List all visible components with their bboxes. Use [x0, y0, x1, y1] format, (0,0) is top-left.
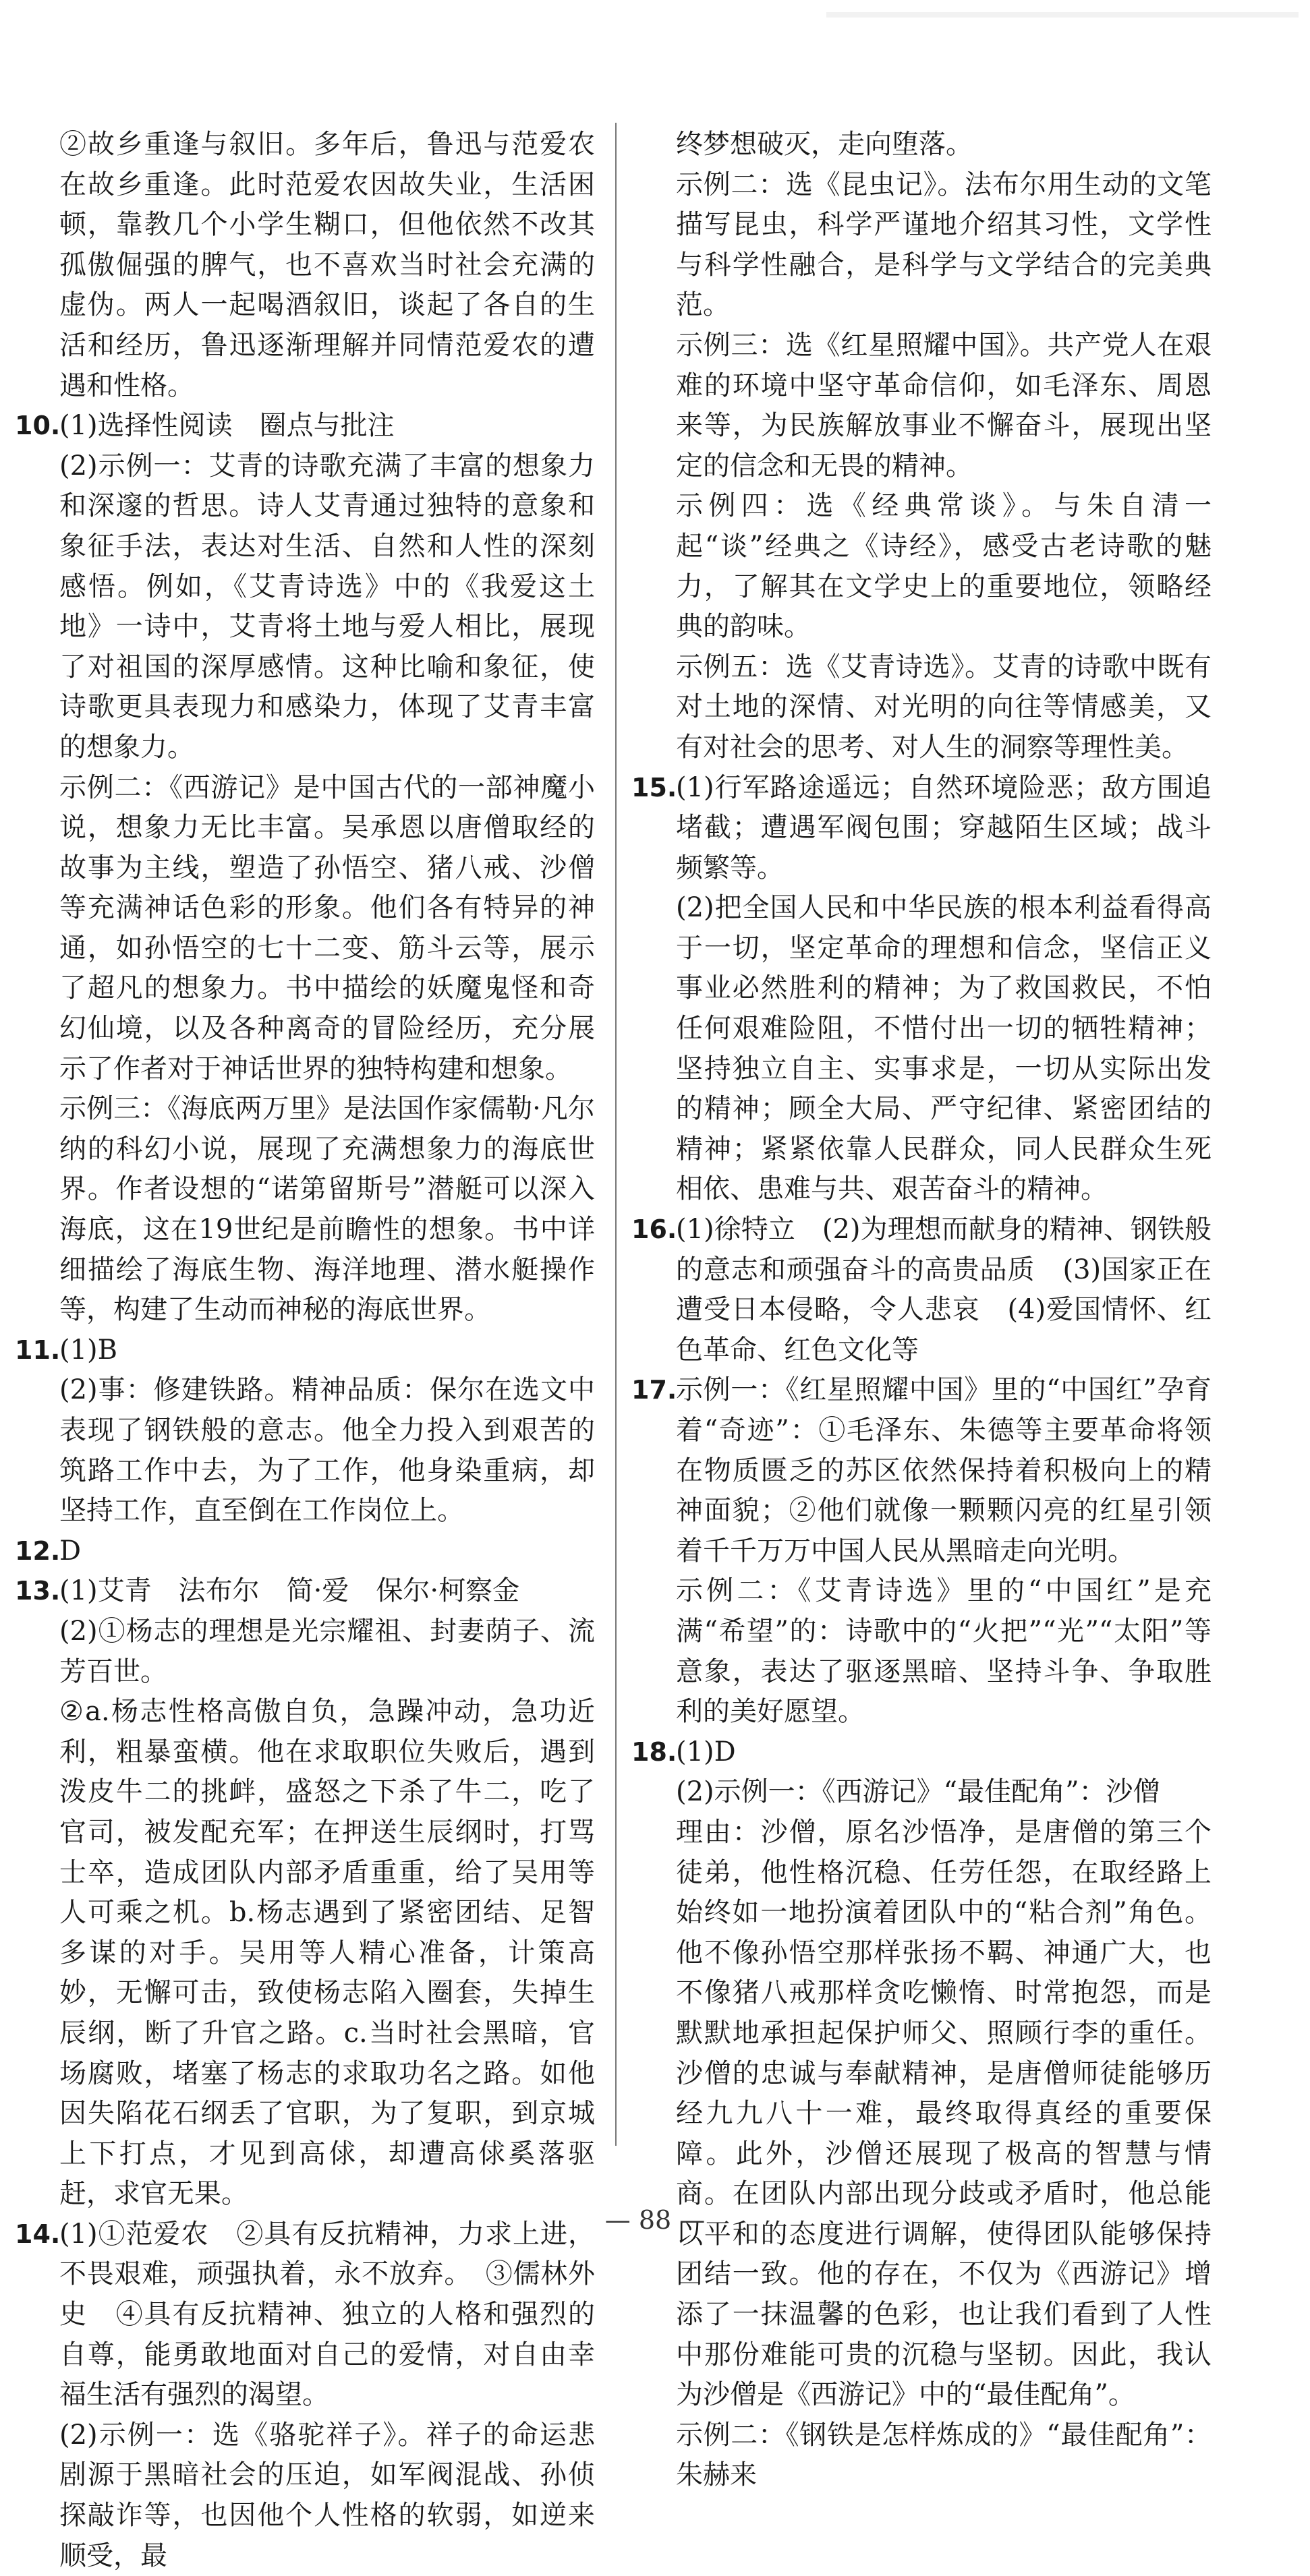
- answer-paragraph: (1)选择性阅读 圈点与批注: [59, 410, 395, 442]
- answer-paragraph: (1)行军路途遥远；自然环境险恶；敌方围追堵截；遭遇军阀包围；穿越陌生区域；战斗频繁等。: [676, 771, 1212, 883]
- question-number: 16.: [631, 1214, 677, 1245]
- question-number: 10.: [15, 411, 61, 441]
- answer-item-15: [631, 768, 1212, 1210]
- question-number: 15.: [631, 772, 677, 802]
- page-number: — 88 —: [604, 2205, 706, 2235]
- answer-item-11: [15, 1330, 595, 1531]
- answer-paragraph: 示例二：《艾青诗选》里的“中国红”是充满“希望”的：诗歌中的“火把”“光”“太阳”等意象，表达了驱逐黑暗、坚持斗争、争取胜利的美好愿望。: [676, 1575, 1212, 1728]
- lead-paragraph: 示例五：选《艾青诗选》。艾青的诗歌中既有对土地的深情、对光明的向往等情感美，又有对社会的思考、对人生的洞察等理性美。: [676, 651, 1212, 763]
- lead-paragraph: 终梦想破灭，走向堕落。: [676, 129, 973, 160]
- lead-paragraph: 示例四：选《经典常谈》。与朱自清一起“谈”经典之《诗经》，感受古老诗歌的魅力，了解其在文学史上的重要地位，领略经典的韵味。: [676, 490, 1212, 643]
- scan-edge-mark: [826, 12, 1299, 18]
- answer-paragraph: (2)把全国人民和中华民族的根本利益看得高于一切，坚定革命的理想和信念，坚信正义事业必然胜利的精神；为了救国救民，不怕任何艰难险阻，不惜付出一切的牺牲精神；坚持独立自主、实事求是，一切从实际出发的精神；顾全大局、严守纪律、紧密团结的精神；紧紧依靠人民群众，同人民群众生死相依、患难与共、艰苦奋斗的精神。: [676, 892, 1212, 1205]
- answer-paragraph: 示例一：《红星照耀中国》里的“中国红”孕育着“奇迹”：①毛泽东、朱德等主要革命将领在物质匮乏的苏区依然保持着积极向上的精神面貌；②他们就像一颗颗闪亮的红星引领着千千万万中国人民从黑暗走向光明。: [676, 1374, 1212, 1567]
- answer-item-14: [15, 2215, 595, 2576]
- question-number: 17.: [631, 1375, 677, 1405]
- answer-paragraph: (2)示例一：选《骆驼祥子》。祥子的命运悲剧源于黑暗社会的压迫，如军阀混战、孙侦探敲诈等，也因他个人性格的软弱，如逆来顺受，最: [59, 2419, 595, 2571]
- lead-paragraph: 示例二：选《昆虫记》。法布尔用生动的文笔描写昆虫，科学严谨地介绍其习性，文学性与科学性融合，是科学与文学结合的完美典范。: [676, 169, 1212, 321]
- answer-paragraph: (1)①范爱农 ②具有反抗精神，力求上进，不畏艰难，顽强执着，永不放弃。 ③儒林外史 ④具有反抗精神、独立的人格和强烈的自尊，能勇敢地面对自己的爱情，对自由幸福生活有强烈的渴望。: [59, 2218, 595, 2411]
- answer-item-12: [15, 1531, 595, 1572]
- answer-paragraph: (1)艾青 法布尔 简·爱 保尔·柯察金: [59, 1575, 520, 1607]
- answer-paragraph: 理由：沙僧，原名沙悟净，是唐僧的第三个徒弟，他性格沉稳、任劳任怨，在取经路上始终如一地扮演着团队中的“粘合剂”角色。他不像孙悟空那样张扬不羁、神通广大，也不像猪八戒那样贪吃懒惰、时常抱怨，而是默默地承担起保护师父、照顾行李的重任。沙僧的忠诚与奉献精神，是唐僧师徒能够历经九九八十一难，最终取得真经的重要保障。此外，沙僧还展现了极高的智慧与情商。在团队内部出现分歧或矛盾时，他总能以平和的态度进行调解，使得团队能够保持团结一致。他的存在，不仅为《西游记》增添了一抹温馨的色彩，也让我们看到了人性中那份难能可贵的沉稳与坚韧。因此，我认为沙僧是《西游记》中的“最佳配角”。: [676, 1816, 1212, 2411]
- right-column: [631, 125, 1212, 2496]
- answer-item-18: [631, 1732, 1212, 2496]
- answer-paragraph: (2)①杨志的理想是光宗耀祖、封妻荫子、流芳百世。: [59, 1615, 595, 1687]
- answer-paragraph: (1)B: [59, 1334, 118, 1366]
- answer-paragraph: ②a.杨志性格高傲自负，急躁冲动，急功近利，粗暴蛮横。他在求取职位失败后，遇到泼皮牛二的挑衅，盛怒之下杀了牛二，吃了官司，被发配充军；在押送生辰纲时，打骂士卒，造成团队内部矛盾重重，给了吴用等人可乘之机。b.杨志遇到了紧密团结、足智多谋的对手。吴用等人精心准备，计策高妙，无懈可击，致使杨志陷入圈套，失掉生辰纲，断了升官之路。c.当时社会黑暗，官场腐败，堵塞了杨志的求取功名之路。如他因失陷花石纲丢了官职，为了复职，到京城上下打点，才见到高俅，却遭高俅奚落驱赶，求官无果。: [59, 1696, 595, 2210]
- answer-paragraph: (1)徐特立 (2)为理想而献身的精神、钢铁般的意志和顽强奋斗的高贵品质 (3)国家正在遭受日本侵略，令人悲哀 (4)爱国情怀、红色革命、红色文化等: [676, 1214, 1212, 1366]
- answer-item-10: [15, 406, 595, 1330]
- answer-paragraph: 示例二：《钢铁是怎样炼成的》“最佳配角”：朱赫来: [676, 2419, 1212, 2491]
- answer-paragraph: (2)示例一：《西游记》“最佳配角”：沙僧: [676, 1776, 1160, 1808]
- question-number: 12.: [15, 1535, 61, 1566]
- answer-paragraph: (1)D: [676, 1736, 736, 1767]
- answer-paragraph: (2)示例一：艾青的诗歌充满了丰富的想象力和深邃的哲思。诗人艾青通过独特的意象和象征手法，表达对生活、自然和人性的深刻感悟。例如，《艾青诗选》中的《我爱这土地》一诗中，艾青将土地与爱人相比，展现了对祖国的深厚感情。这种比喻和象征，使诗歌更具表现力和感染力，体现了艾青丰富的想象力。: [59, 450, 595, 763]
- lead-paragraph: ②故乡重逢与叙旧。多年后，鲁迅与范爱农在故乡重逢。此时范爱农因故失业，生活困顿，靠教几个小学生糊口，但他依然不改其孤傲倔强的脾气，也不喜欢当时社会充满的虚伪。两人一起喝酒叙旧，谈起了各自的生活和经历，鲁迅逐渐理解并同情范爱农的遭遇和性格。: [59, 129, 595, 401]
- lead-paragraph: 示例三：选《红星照耀中国》。共产党人在艰难的环境中坚守革命信仰，如毛泽东、周恩来等，为民族解放事业不懈奋斗，展现出坚定的信念和无畏的精神。: [676, 329, 1212, 481]
- answer-paragraph: 示例三：《海底两万里》是法国作家儒勒·凡尔纳的科幻小说，展现了充满想象力的海底世界。作者设想的“诺第留斯号”潜艇可以深入海底，这在19世纪是前瞻性的想象。书中详细描绘了海底生物、海洋地理、潜水艇操作等，构建了生动而神秘的海底世界。: [59, 1093, 595, 1326]
- question-number: 18.: [631, 1736, 677, 1767]
- question-number: 14.: [15, 2219, 61, 2249]
- answer-paragraph: 示例二：《西游记》是中国古代的一部神魔小说，想象力无比丰富。吴承恩以唐僧取经的故事为主线，塑造了孙悟空、猪八戒、沙僧等充满神话色彩的形象。他们各有特异的神通，如孙悟空的七十二变、筋斗云等，展示了超凡的想象力。书中描绘的妖魔鬼怪和奇幻仙境，以及各种离奇的冒险经历，充分展示了作者对于神话世界的独特构建和想象。: [59, 771, 595, 1084]
- answer-item-13: [15, 1571, 595, 2215]
- question-number: 13.: [15, 1576, 61, 1606]
- answer-item-16: [631, 1210, 1212, 1370]
- answer-paragraph: (2)事：修建铁路。精神品质：保尔在选文中表现了钢铁般的意志。他全力投入到艰苦的筑路工作中去，为了工作，他身染重病，却坚持工作，直至倒在工作岗位上。: [59, 1374, 595, 1527]
- answer-paragraph: D: [59, 1535, 82, 1567]
- column-divider: [615, 123, 617, 2146]
- question-number: 11.: [15, 1335, 61, 1365]
- answer-item-17: [631, 1370, 1212, 1732]
